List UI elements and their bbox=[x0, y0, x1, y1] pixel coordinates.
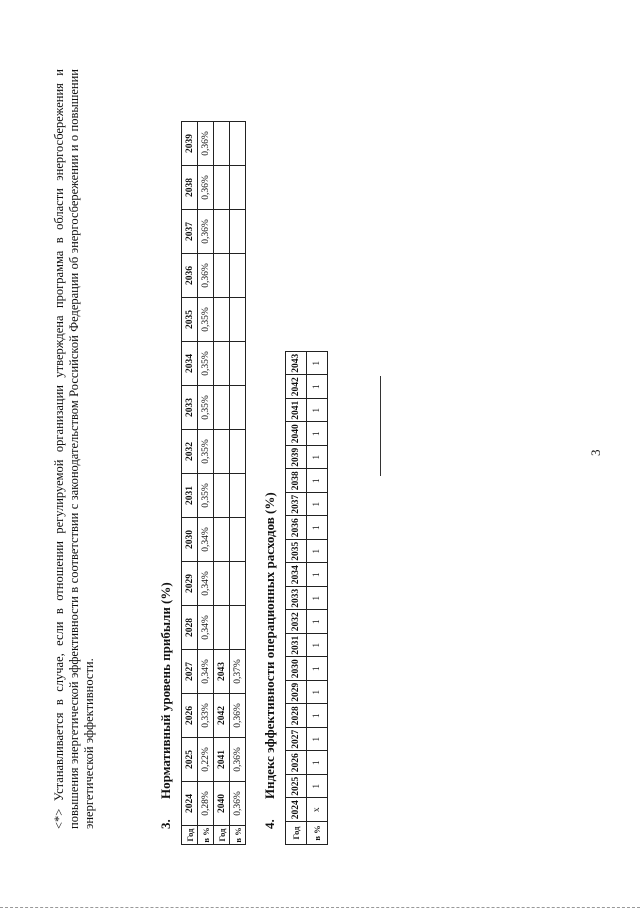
section-3-number: 3. bbox=[158, 819, 173, 829]
value-cell: 0,35% bbox=[198, 474, 214, 518]
year-cell: 2039 bbox=[182, 122, 198, 166]
value-cell: 1 bbox=[307, 422, 328, 446]
value-cell: 1 bbox=[307, 634, 328, 658]
value-cell: 1 bbox=[307, 352, 328, 376]
year-cell: 2035 bbox=[286, 540, 307, 564]
value-cell bbox=[230, 606, 246, 650]
year-cell: 2031 bbox=[286, 634, 307, 658]
value-cell: 0,36% bbox=[230, 694, 246, 738]
value-cell bbox=[230, 386, 246, 430]
year-cell: 2029 bbox=[182, 562, 198, 606]
value-cell: 0,33% bbox=[198, 694, 214, 738]
value-cell: 0,35% bbox=[198, 386, 214, 430]
year-cell: 2034 bbox=[286, 563, 307, 587]
value-cell: 1 bbox=[307, 657, 328, 681]
section-4-number: 4. bbox=[262, 819, 277, 829]
value-cell: 0,22% bbox=[198, 738, 214, 782]
year-cell bbox=[214, 562, 230, 606]
value-cell: 1 bbox=[307, 704, 328, 728]
table-row bbox=[214, 122, 230, 845]
year-cell bbox=[214, 474, 230, 518]
value-cell bbox=[230, 254, 246, 298]
year-cell: 2032 bbox=[286, 610, 307, 634]
year-cell: 2040 bbox=[214, 782, 230, 826]
table-row bbox=[182, 122, 198, 845]
opex-efficiency-table bbox=[285, 351, 328, 845]
value-cell: 0,36% bbox=[230, 782, 246, 826]
year-cell: 2027 bbox=[286, 728, 307, 752]
year-cell: 2042 bbox=[286, 375, 307, 399]
value-cell: 0,34% bbox=[198, 606, 214, 650]
year-cell bbox=[214, 430, 230, 474]
year-cell: 2026 bbox=[286, 751, 307, 775]
value-cell: 0,28% bbox=[198, 782, 214, 826]
value-cell bbox=[230, 430, 246, 474]
row-label: Год bbox=[286, 822, 307, 845]
year-cell: 2038 bbox=[286, 469, 307, 493]
row-label: Год bbox=[214, 826, 230, 845]
value-cell: 1 bbox=[307, 516, 328, 540]
value-cell: 0,34% bbox=[198, 562, 214, 606]
section-3-heading bbox=[158, 582, 174, 829]
year-cell: 2038 bbox=[182, 166, 198, 210]
year-cell bbox=[214, 298, 230, 342]
row-label: Год bbox=[182, 826, 198, 845]
year-cell: 2025 bbox=[286, 775, 307, 799]
year-cell bbox=[214, 342, 230, 386]
year-cell bbox=[214, 122, 230, 166]
table-row bbox=[286, 352, 307, 845]
value-cell bbox=[230, 518, 246, 562]
value-cell: 0,36% bbox=[198, 122, 214, 166]
table-row bbox=[307, 352, 328, 845]
value-cell: 0,34% bbox=[198, 650, 214, 694]
year-cell: 2037 bbox=[286, 493, 307, 517]
value-cell: 1 bbox=[307, 375, 328, 399]
year-cell: 2030 bbox=[286, 657, 307, 681]
value-cell: 0,36% bbox=[198, 254, 214, 298]
value-cell: 1 bbox=[307, 681, 328, 705]
value-cell bbox=[230, 298, 246, 342]
year-cell: 2033 bbox=[182, 386, 198, 430]
year-cell: 2037 bbox=[182, 210, 198, 254]
year-cell bbox=[214, 210, 230, 254]
value-cell: 0,34% bbox=[198, 518, 214, 562]
year-cell: 2042 bbox=[214, 694, 230, 738]
year-cell: 2035 bbox=[182, 298, 198, 342]
row-label: в % bbox=[307, 822, 328, 845]
year-cell: 2030 bbox=[182, 518, 198, 562]
year-cell bbox=[214, 518, 230, 562]
year-cell: 2036 bbox=[182, 254, 198, 298]
value-cell: 0,35% bbox=[198, 298, 214, 342]
year-cell: 2027 bbox=[182, 650, 198, 694]
value-cell: 1 bbox=[307, 728, 328, 752]
row-label: в % bbox=[230, 826, 246, 845]
value-cell: x bbox=[307, 798, 328, 822]
year-cell: 2039 bbox=[286, 446, 307, 470]
year-cell: 2041 bbox=[286, 399, 307, 423]
value-cell bbox=[230, 562, 246, 606]
year-cell: 2036 bbox=[286, 516, 307, 540]
value-cell: 1 bbox=[307, 610, 328, 634]
year-cell bbox=[214, 254, 230, 298]
value-cell: 0,36% bbox=[198, 166, 214, 210]
value-cell: 1 bbox=[307, 751, 328, 775]
value-cell: 1 bbox=[307, 540, 328, 564]
table-row bbox=[198, 122, 214, 845]
section-4-title: Индекс эффективности операционных расходов (%) bbox=[262, 492, 277, 799]
year-cell bbox=[214, 166, 230, 210]
year-cell: 2028 bbox=[286, 704, 307, 728]
profit-level-table bbox=[181, 121, 246, 845]
section-3-title: Нормативный уровень прибыли (%) bbox=[158, 582, 173, 799]
separator-line bbox=[380, 376, 381, 476]
year-cell bbox=[214, 386, 230, 430]
value-cell: 1 bbox=[307, 493, 328, 517]
value-cell: 1 bbox=[307, 563, 328, 587]
table-row bbox=[230, 122, 246, 845]
value-cell: 0,36% bbox=[230, 738, 246, 782]
value-cell: 0,37% bbox=[230, 650, 246, 694]
year-cell: 2031 bbox=[182, 474, 198, 518]
row-label: в % bbox=[198, 826, 214, 845]
year-cell: 2043 bbox=[214, 650, 230, 694]
value-cell: 1 bbox=[307, 775, 328, 799]
year-cell: 2024 bbox=[286, 798, 307, 822]
scan-edge-line bbox=[0, 907, 640, 908]
value-cell: 0,35% bbox=[198, 430, 214, 474]
year-cell: 2025 bbox=[182, 738, 198, 782]
year-cell: 2029 bbox=[286, 681, 307, 705]
year-cell: 2040 bbox=[286, 422, 307, 446]
year-cell: 2033 bbox=[286, 587, 307, 611]
value-cell bbox=[230, 122, 246, 166]
year-cell: 2024 bbox=[182, 782, 198, 826]
section-4-heading bbox=[262, 492, 278, 829]
value-cell bbox=[230, 342, 246, 386]
year-cell: 2034 bbox=[182, 342, 198, 386]
page-number: 3 bbox=[588, 449, 603, 456]
value-cell: 0,36% bbox=[198, 210, 214, 254]
year-cell: 2028 bbox=[182, 606, 198, 650]
value-cell: 1 bbox=[307, 587, 328, 611]
value-cell: 1 bbox=[307, 469, 328, 493]
value-cell: 1 bbox=[307, 399, 328, 423]
value-cell bbox=[230, 474, 246, 518]
value-cell bbox=[230, 210, 246, 254]
year-cell: 2032 bbox=[182, 430, 198, 474]
year-cell: 2026 bbox=[182, 694, 198, 738]
value-cell: 0,35% bbox=[198, 342, 214, 386]
value-cell bbox=[230, 166, 246, 210]
value-cell: 1 bbox=[307, 446, 328, 470]
year-cell bbox=[214, 606, 230, 650]
year-cell: 2041 bbox=[214, 738, 230, 782]
footnote-text: <*> Устанавливается в случае, если в отношении регулируемой организации утверждена программа в области энергосбережения и повышения энергетической эффективности в соответствии с законодательством Российской Федерации об энергосбережении и о повышении энергетической эффективности. bbox=[52, 69, 96, 829]
year-cell: 2043 bbox=[286, 352, 307, 376]
